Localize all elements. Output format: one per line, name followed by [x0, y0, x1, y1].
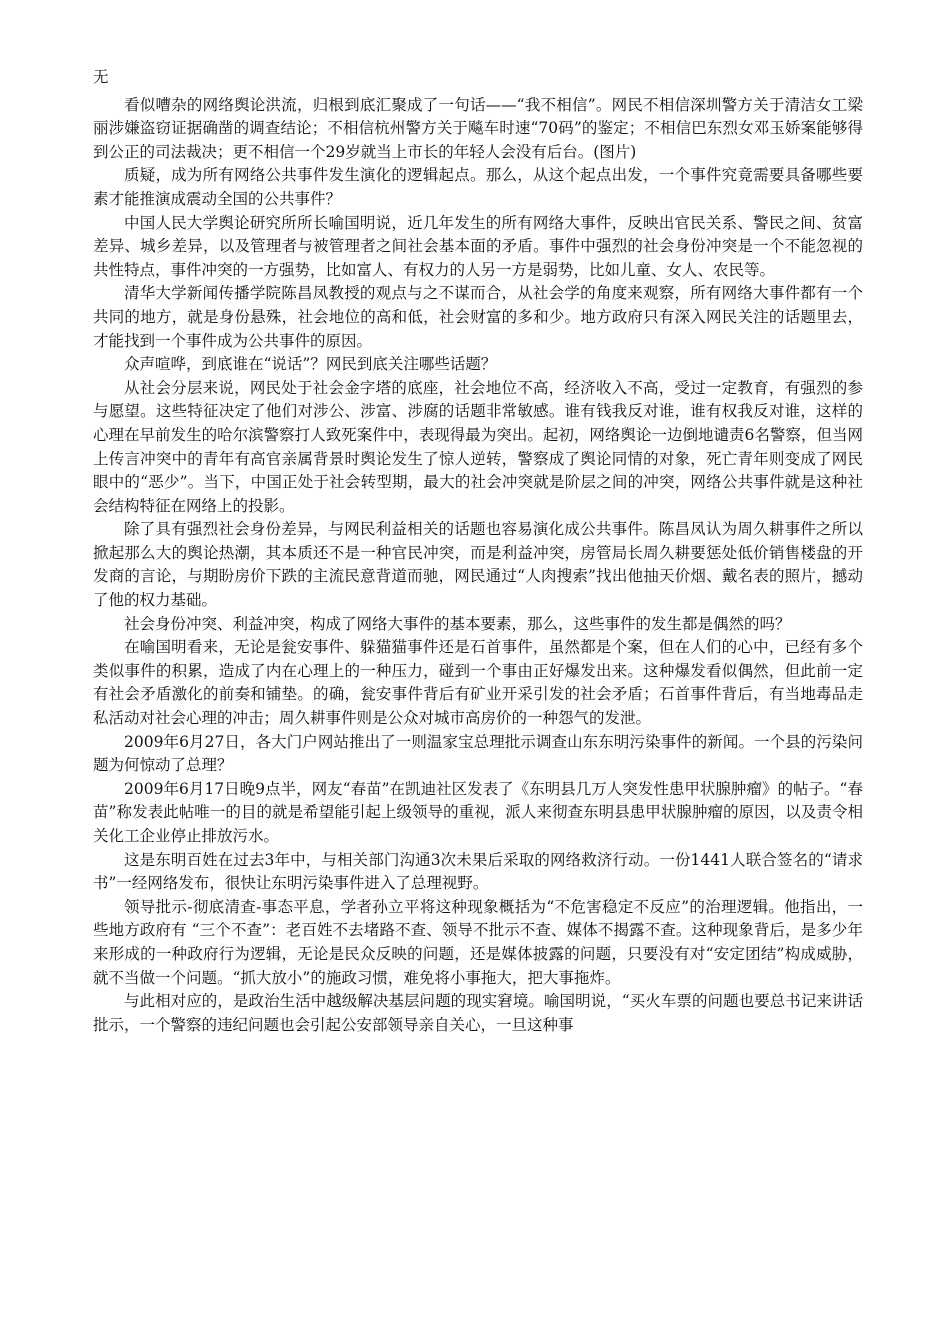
paragraph-7: 除了具有强烈社会身份差异，与网民利益相关的话题也容易演化成公共事件。陈昌凤认为周久耕事件之所以掀起那么大的舆论热潮，其本质还不是一种官民冲突，而是利益冲突，房管局长周久耕要惩处低价销售楼盘的开发商的言论，与期盼房价下跌的主流民意背道而驰，网民通过“人肉搜索”找出他抽天价烟、戴名表的照片，撼动了他的权力基础。 — [93, 520, 863, 610]
paragraph-5: 众声喧哗，到底谁在“说话”？网民到底关注哪些话题？ — [124, 355, 497, 374]
document-page — [93, 66, 863, 1037]
paragraph-4: 清华大学新闻传播学院陈昌凤教授的观点与之不谋而合，从社会学的角度来观察，所有网络大事件都有一个共同的地方，就是身份悬殊，社会地位的高和低，社会财富的多和少。地方政府只有深入网民关注的话题里去，才能找到一个事件成为公共事件的原因。 — [93, 284, 863, 350]
paragraph-12: 这是东明百姓在过去3年中，与相关部门沟通3次未果后采取的网络救济行动。一份1441人联合签名的“请求书”一经网络发布，很快让东明污染事件进入了总理视野。 — [93, 850, 863, 893]
document-heading: 无 — [93, 68, 109, 86]
paragraph-9: 在喻国明看来，无论是瓮安事件、躲猫猫事件还是石首事件，虽然都是个案，但在人们的心中，已经有多个类似事件的积累，造成了内在心理上的一种压力，碰到一个事由正好爆发出来。这种爆发看似偶然，但此前一定有社会矛盾激化的前奏和铺垫。的确，瓮安事件背后有矿业开采引发的社会矛盾；石首事件背后，有当地毒品走私活动对社会心理的冲击；周久耕事件则是公众对城市高房价的一种怨气的发泄。 — [93, 638, 863, 728]
paragraph-13: 领导批示-彻底清查-事态平息，学者孙立平将这种现象概括为“不危害稳定不反应”的治理逻辑。他指出，一些地方政府有 “三个不查”：老百姓不去堵路不查、领导不批示不查、媒体不揭露不查。这种现象背后，是多少年来形成的一种政府行为逻辑，无论是民众反映的问题，还是媒体披露的问题，只要没有对“安定团结”构成威胁，就不当做一个问题。“抓大放小”的施政习惯，难免将小事拖大，把大事拖炸。 — [93, 897, 863, 987]
paragraph-6: 从社会分层来说，网民处于社会金字塔的底座，社会地位不高，经济收入不高，受过一定教育，有强烈的参与愿望。这些特征决定了他们对涉公、涉富、涉腐的话题非常敏感。谁有钱我反对谁，谁有权我反对谁，这样的心理在早前发生的哈尔滨警察打人致死案件中，表现得最为突出。起初，网络舆论一边倒地谴责6名警察，但当网上传言冲突中的青年有高官亲属背景时舆论发生了惊人逆转，警察成了舆论同情的对象，死亡青年则变成了网民眼中的“恶少”。当下，中国正处于社会转型期，最大的社会冲突就是阶层之间的冲突，网络公共事件就是这种社会结构特征在网络上的投影。 — [93, 378, 863, 515]
paragraph-11: 2009年6月17日晚9点半，网友“春苗”在凯迪社区发表了《东明县几万人突发性患甲状腺肿瘤》的帖子。“春苗”称发表此帖唯一的目的就是希望能引起上级领导的重视，派人来彻查东明县患甲状腺肿瘤的原因，以及责令相关化工企业停止排放污水。 — [93, 779, 863, 845]
paragraph-1: 看似嘈杂的网络舆论洪流，归根到底汇聚成了一句话——“我不相信”。网民不相信深圳警方关于清洁女工梁丽涉嫌盗窃证据确凿的调查结论；不相信杭州警方关于飚车时速“70码”的鉴定；不相信巴东烈女邓玉娇案能够得到公正的司法裁决；更不相信一个29岁就当上市长的年轻人会没有后台。(图片) — [93, 95, 863, 161]
paragraph-10: 2009年6月27日，各大门户网站推出了一则温家宝总理批示调查山东东明污染事件的新闻。一个县的污染问题为何惊动了总理？ — [93, 732, 863, 775]
paragraph-3: 中国人民大学舆论研究所所长喻国明说，近几年发生的所有网络大事件，反映出官民关系、警民之间、贫富差异、城乡差异，以及管理者与被管理者之间社会基本面的矛盾。事件中强烈的社会身份冲突是一个不能忽视的共性特点，事件冲突的一方强势，比如富人、有权力的人另一方是弱势，比如儿童、女人、农民等。 — [93, 213, 863, 279]
paragraph-14: 与此相对应的，是政治生活中越级解决基层问题的现实窘境。喻国明说，“买火车票的问题也要总书记来讲话批示，一个警察的违纪问题也会引起公安部领导亲自关心，一旦这种事 — [93, 992, 863, 1034]
paragraph-2: 质疑，成为所有网络公共事件发生演化的逻辑起点。那么，从这个起点出发，一个事件究竟需要具备哪些要素才能推演成震动全国的公共事件？ — [93, 166, 863, 208]
paragraph-8: 社会身份冲突、利益冲突，构成了网络大事件的基本要素，那么，这些事件的发生都是偶然的吗？ — [124, 614, 791, 633]
